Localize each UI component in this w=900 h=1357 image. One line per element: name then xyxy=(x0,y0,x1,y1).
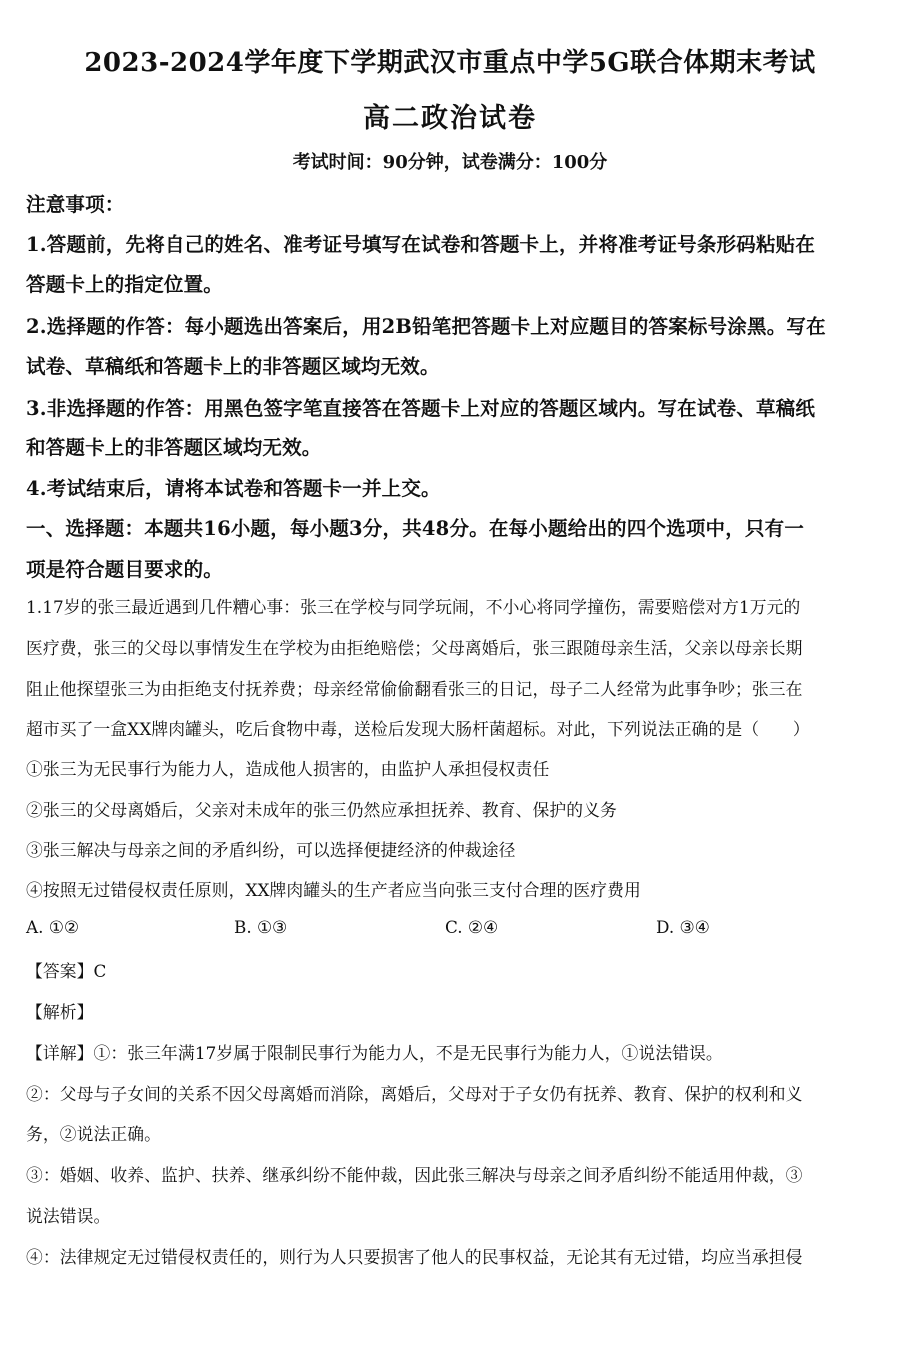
notice-line: 2.选择题的作答：每小题选出答案后，用2B铅笔把答题卡上对应题目的答案标号涂黑。写在 xyxy=(26,315,826,338)
notice-line: 试卷、草稿纸和答题卡上的非答题区域均无效。 xyxy=(26,355,440,378)
notice-line: 1.答题前，先将自己的姓名、准考证号填写在试卷和答题卡上，并将准考证号条形码粘贴在 xyxy=(26,233,816,256)
question-stem-line: 1.17岁的张三最近遇到几件糟心事：张三在学校与同学玩闹，不小心将同学撞伤，需要赔偿对方1万元的 xyxy=(26,597,801,617)
detail-line: ③：婚姻、收养、监护、扶养、继承纠纷不能仲裁，因此张三解决与母亲之间矛盾纠纷不能适用仲裁，③ xyxy=(26,1165,803,1185)
exam-info: 考试时间：90分钟，试卷满分：100分 xyxy=(292,152,608,173)
question-stem-line: 阻止他探望张三为由拒绝支付抚养费；母亲经常偷偷翻看张三的日记，母子二人经常为此事争吵；张三在 xyxy=(26,679,803,699)
notice-line: 答题卡上的指定位置。 xyxy=(26,273,224,296)
question-statement: ②张三的父母离婚后，父亲对未成年的张三仍然应承担抚养、教育、保护的义务 xyxy=(26,800,617,820)
section-heading: 一、选择题：本题共16小题，每小题3分，共48分。在每小题给出的四个选项中，只有一 xyxy=(26,517,805,540)
detail-line: 说法错误。 xyxy=(26,1206,111,1226)
analysis-label: 【解析】 xyxy=(26,1002,94,1022)
option-a: A. ①② xyxy=(26,917,79,937)
notice-line: 4.考试结束后，请将本试卷和答题卡一并上交。 xyxy=(26,477,441,500)
section-heading: 项是符合题目要求的。 xyxy=(26,558,224,581)
detail-line: ④：法律规定无过错侵权责任的，则行为人只要损害了他人的民事权益，无论其有无过错，均应当承担侵 xyxy=(26,1247,803,1267)
exam-subtitle: 高二政治试卷 xyxy=(363,103,537,134)
notice-heading: 注意事项： xyxy=(26,193,125,216)
option-b: B. ①③ xyxy=(234,917,288,937)
question-stem-line: 超市买了一盒XX牌肉罐头，吃后食物中毒，送检后发现大肠杆菌超标。对此，下列说法正确的是（ ） xyxy=(26,719,810,739)
notice-line: 3.非选择题的作答：用黑色签字笔直接答在答题卡上对应的答题区域内。写在试卷、草稿纸 xyxy=(26,397,816,420)
exam-title: 2023-2024学年度下学期武汉市重点中学5G联合体期末考试 xyxy=(84,48,816,78)
answer-line: 【答案】C xyxy=(26,961,107,981)
option-c: C. ②④ xyxy=(445,917,498,937)
detail-line: 务，②说法正确。 xyxy=(26,1124,162,1144)
detail-line: 【详解】①：张三年满17岁属于限制民事行为能力人，不是无民事行为能力人，①说法错误。 xyxy=(26,1043,723,1063)
question-statement: ③张三解决与母亲之间的矛盾纠纷，可以选择便捷经济的仲裁途径 xyxy=(26,840,516,860)
notice-line: 和答题卡上的非答题区域均无效。 xyxy=(26,436,322,459)
option-d: D. ③④ xyxy=(656,917,710,937)
detail-line: ②：父母与子女间的关系不因父母离婚而消除，离婚后，父母对于子女仍有抚养、教育、保护的权利和义 xyxy=(26,1084,803,1104)
question-statement: ①张三为无民事行为能力人，造成他人损害的，由监护人承担侵权责任 xyxy=(26,759,550,779)
question-stem-line: 医疗费，张三的父母以事情发生在学校为由拒绝赔偿；父母离婚后，张三跟随母亲生活，父亲以母亲长期 xyxy=(26,638,803,658)
question-statement: ④按照无过错侵权责任原则，XX牌肉罐头的生产者应当向张三支付合理的医疗费用 xyxy=(26,880,641,900)
answer-options xyxy=(26,917,876,941)
